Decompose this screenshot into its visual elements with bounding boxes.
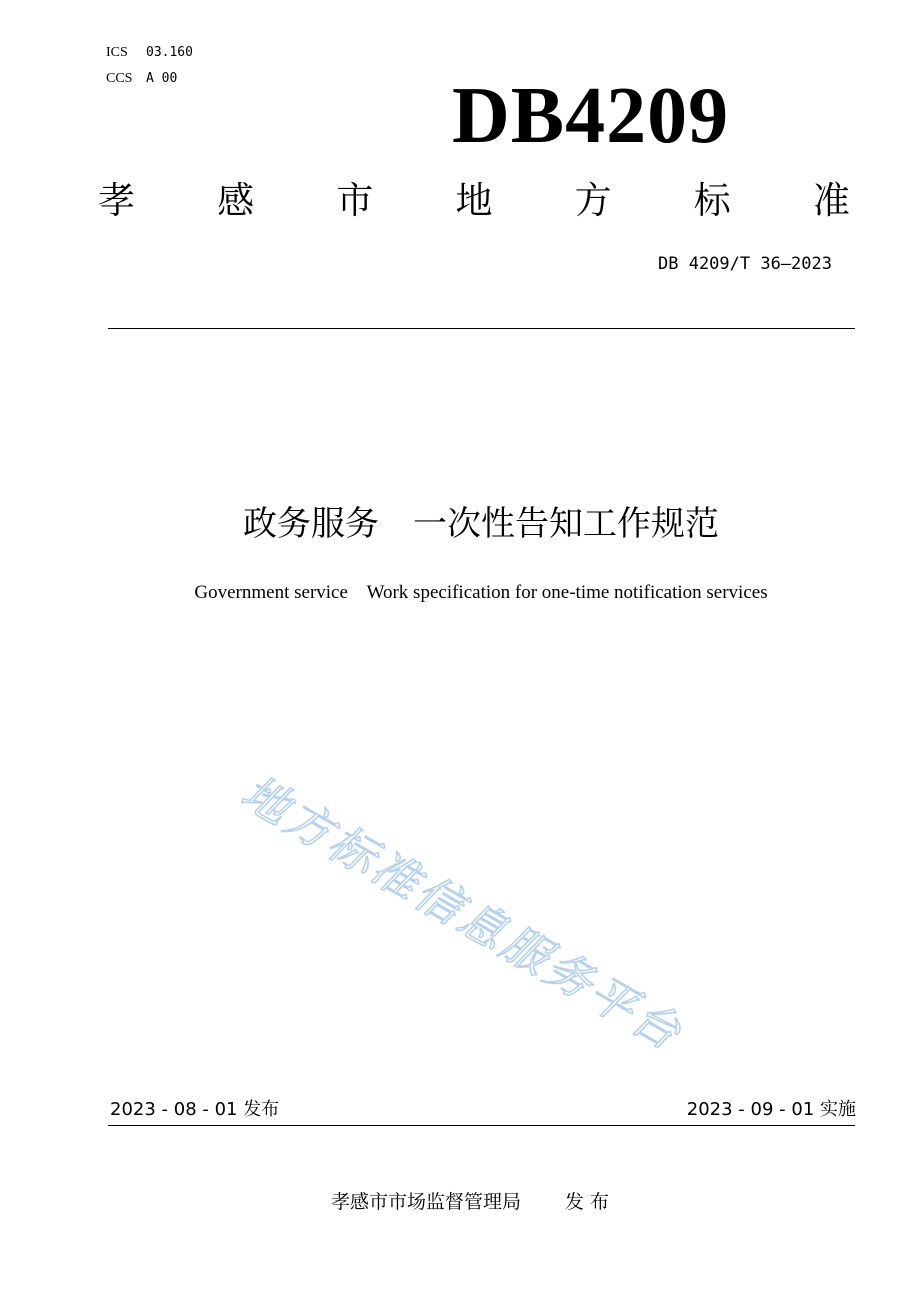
classification-char: 地: [455, 179, 493, 222]
ics-line: [106, 45, 193, 61]
standard-number: DB 4209/T 36—2023: [658, 254, 832, 274]
footer-divider: [108, 1125, 855, 1126]
watermark-text: 地方标准信息服务平台: [232, 764, 693, 1062]
header-divider: [108, 328, 855, 329]
ics-value: 03.160: [146, 45, 193, 60]
title-chinese: 政务服务 一次性告知工作规范: [243, 504, 719, 544]
ccs-value: A 00: [146, 71, 178, 86]
classification-char: 孝: [98, 179, 135, 222]
ics-label: ICS: [106, 45, 128, 60]
implement-date: 2023 - 09 - 01 实施: [686, 1099, 856, 1120]
publisher: [0, 1188, 920, 1216]
publish-action: 发 布: [564, 1191, 610, 1213]
classification-char: 方: [574, 179, 612, 222]
watermark: [230, 760, 790, 1090]
standard-code: DB4209: [452, 72, 730, 160]
classification-char: 准: [812, 179, 850, 222]
publisher-name: 孝感市市场监督管理局: [330, 1191, 521, 1213]
ccs-label: CCS: [106, 71, 133, 86]
ccs-line: [106, 71, 177, 87]
title-english: Government service Work specification for one-time notification services: [194, 582, 768, 603]
standard-classification: [98, 176, 850, 226]
classification-char: 市: [336, 179, 374, 222]
classification-char: 感: [217, 179, 255, 222]
release-date: 2023 - 08 - 01 发布: [110, 1099, 280, 1120]
classification-char: 标: [693, 179, 731, 222]
